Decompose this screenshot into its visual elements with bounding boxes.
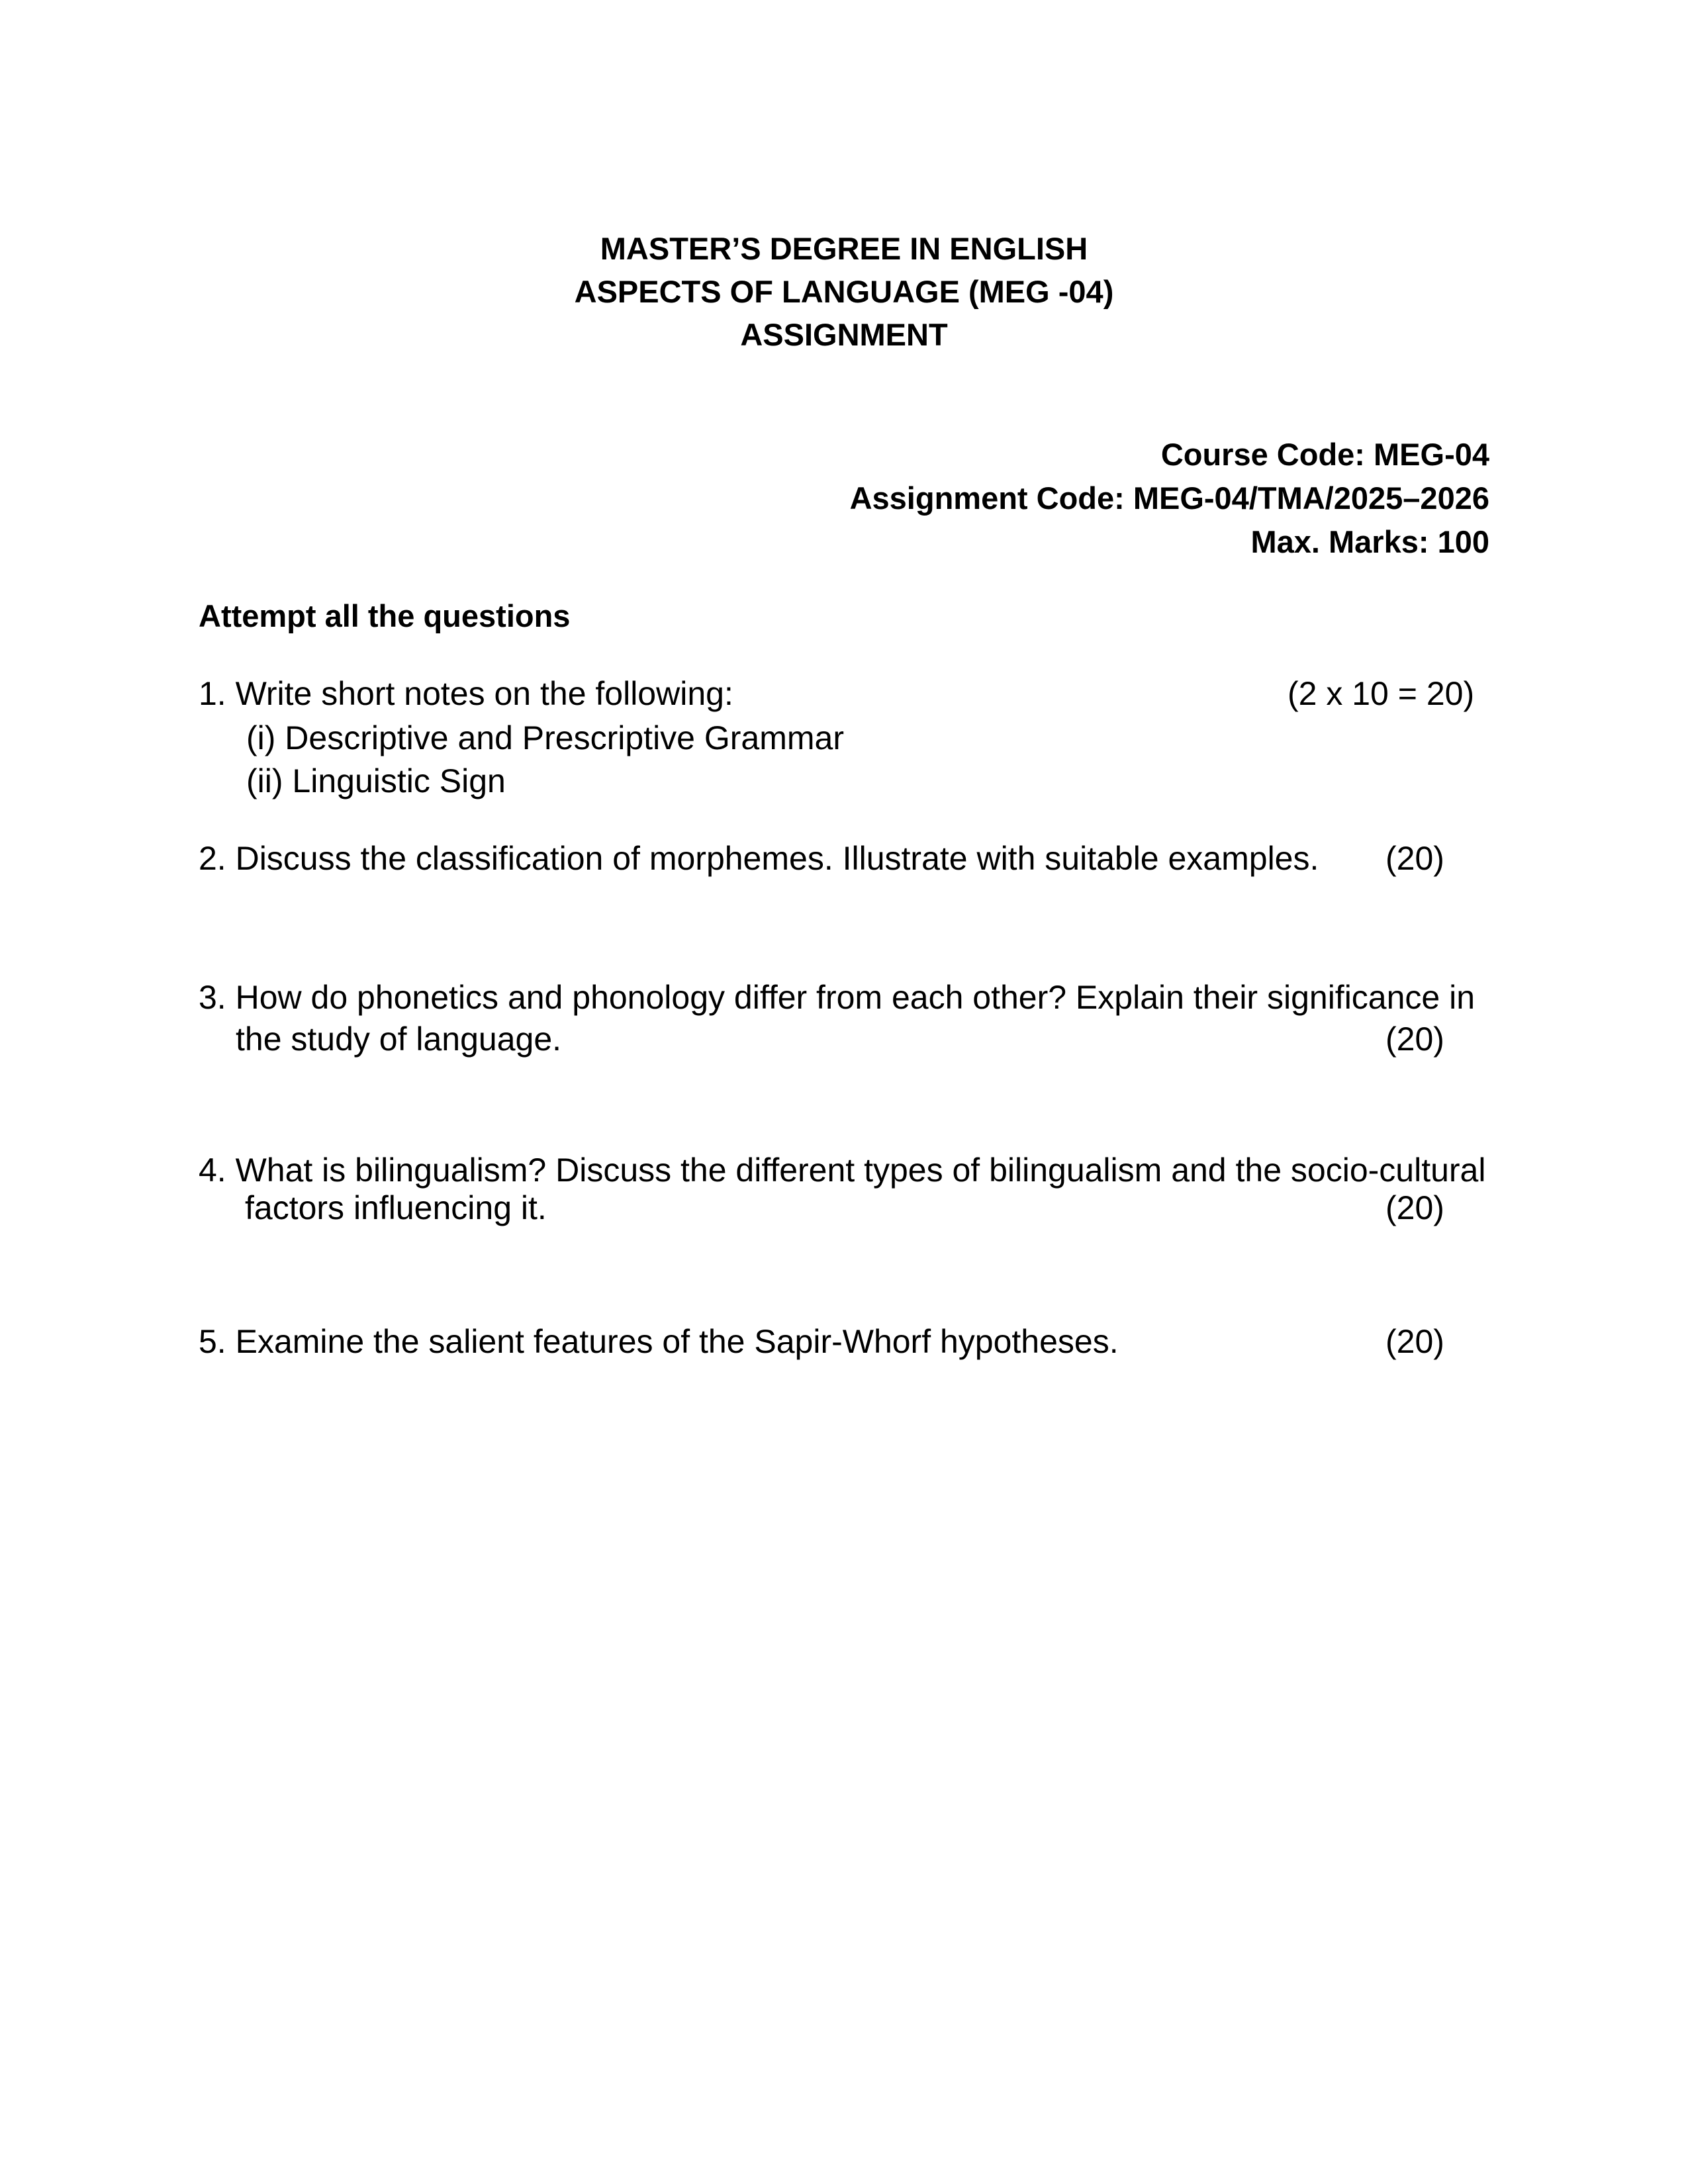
question-marks: (2 x 10 = 20) bbox=[1288, 675, 1475, 712]
program-title: MASTER’S DEGREE IN ENGLISH bbox=[600, 231, 1088, 266]
question-text: 5. Examine the salient features of the Sapir-Whorf hypotheses. bbox=[199, 1323, 1119, 1360]
question-subitem: (i) Descriptive and Prescriptive Grammar bbox=[246, 719, 844, 756]
course-code: Course Code: MEG-04 bbox=[1160, 437, 1489, 472]
course-title: ASPECTS OF LANGUAGE (MEG -04) bbox=[574, 274, 1114, 309]
question-marks: (20) bbox=[1385, 1189, 1444, 1226]
question-marks: (20) bbox=[1385, 1323, 1444, 1360]
document-type-title: ASSIGNMENT bbox=[740, 317, 948, 352]
question-continuation: the study of language. bbox=[236, 1021, 562, 1058]
question-continuation: factors influencing it. bbox=[245, 1189, 547, 1226]
question-marks: (20) bbox=[1385, 1021, 1444, 1058]
question-text: 3. How do phonetics and phonology differ from each other? Explain their significance in bbox=[199, 979, 1476, 1016]
question-marks: (20) bbox=[1385, 840, 1444, 877]
question-text: 1. Write short notes on the following: bbox=[199, 675, 733, 712]
question-subitem: (ii) Linguistic Sign bbox=[246, 762, 506, 799]
assignment-code: Assignment Code: MEG-04/TMA/2025–2026 bbox=[849, 480, 1489, 516]
max-marks: Max. Marks: 100 bbox=[1250, 524, 1489, 559]
question-text: 2. Discuss the classification of morphemes. Illustrate with suitable examples. bbox=[199, 840, 1319, 877]
question-text: 4. What is bilingualism? Discuss the different types of bilingualism and the socio-cultural bbox=[199, 1152, 1486, 1189]
instruction: Attempt all the questions bbox=[199, 598, 571, 633]
